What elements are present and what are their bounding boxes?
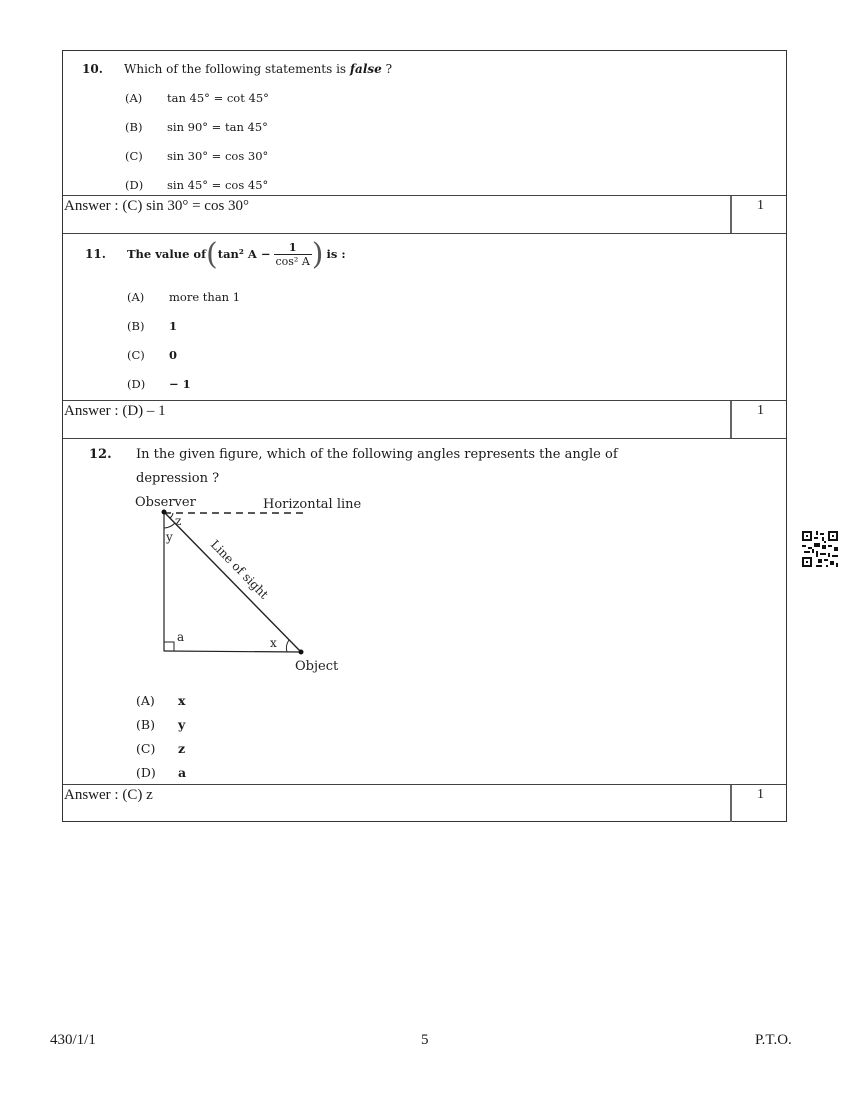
line-of-sight-label: Line of sight bbox=[207, 537, 272, 602]
object-label: Object bbox=[295, 659, 339, 674]
fraction-numerator: 1 bbox=[274, 241, 312, 255]
option-label: (D) bbox=[125, 178, 144, 192]
marks-value: 1 bbox=[757, 787, 764, 802]
option-d bbox=[125, 178, 268, 192]
question-text bbox=[124, 62, 392, 76]
question-11 bbox=[63, 234, 786, 401]
option-label: (C) bbox=[125, 149, 143, 163]
page-number: 5 bbox=[421, 1032, 429, 1048]
question-text bbox=[127, 234, 346, 274]
marks-value: 1 bbox=[757, 403, 764, 418]
question-number: 11. bbox=[85, 247, 106, 261]
left-paren: ( bbox=[206, 236, 218, 272]
option-label: (A) bbox=[125, 91, 143, 105]
option-text: 1 bbox=[169, 319, 178, 333]
option-text: more than 1 bbox=[169, 290, 241, 304]
option-a bbox=[125, 91, 269, 105]
option-text: y bbox=[178, 717, 186, 732]
option-c bbox=[127, 348, 177, 362]
answer-text: Answer : (C) sin 30° = cos 30° bbox=[64, 198, 250, 214]
angle-z-label: z bbox=[175, 514, 182, 528]
observer-point bbox=[162, 510, 167, 515]
question-number: 10. bbox=[82, 62, 103, 76]
emphasis-false: false bbox=[349, 62, 382, 76]
option-a bbox=[127, 290, 240, 304]
answer-text: Answer : (D) – 1 bbox=[64, 403, 166, 419]
right-angle-marker bbox=[164, 642, 174, 651]
answer-text: Answer : (C) z bbox=[64, 787, 153, 803]
option-text: tan 45° = cot 45° bbox=[167, 91, 269, 105]
angle-y-label: y bbox=[166, 530, 173, 544]
fraction-denominator: cos² A bbox=[275, 254, 310, 268]
option-text: − 1 bbox=[169, 377, 191, 391]
question-text-part: ? bbox=[381, 62, 393, 76]
right-paren: ) bbox=[311, 236, 324, 272]
question-text-line1: In the given figure, which of the following angles represents the angle of bbox=[136, 447, 618, 462]
expression-left: tan² A − bbox=[217, 247, 271, 261]
question-text-part: The value of bbox=[127, 247, 207, 261]
option-label: (A) bbox=[136, 693, 155, 708]
answer-row-11 bbox=[63, 400, 786, 439]
option-text: sin 45° = cos 45° bbox=[167, 178, 269, 192]
question-table bbox=[62, 50, 787, 822]
horizontal-line-label: Horizontal line bbox=[263, 497, 362, 512]
option-text: x bbox=[178, 693, 186, 708]
question-text-line2: depression ? bbox=[136, 471, 220, 486]
angle-y-arc bbox=[164, 523, 175, 528]
please-turn-over: P.T.O. bbox=[755, 1032, 792, 1048]
option-b bbox=[127, 319, 177, 333]
question-text-part: is : bbox=[326, 247, 346, 261]
question-10 bbox=[63, 51, 786, 196]
fraction bbox=[274, 241, 312, 268]
option-label: (B) bbox=[125, 120, 143, 134]
option-label: (D) bbox=[127, 377, 146, 391]
marks-cell bbox=[730, 401, 789, 438]
base-side bbox=[164, 651, 301, 652]
angle-a-label: a bbox=[177, 630, 185, 644]
option-label: (B) bbox=[136, 717, 155, 732]
observer-label: Observer bbox=[135, 495, 196, 510]
question-12 bbox=[63, 439, 786, 785]
option-b bbox=[125, 120, 268, 134]
option-label: (D) bbox=[136, 765, 156, 780]
option-d bbox=[136, 765, 186, 780]
option-text: z bbox=[178, 741, 186, 756]
option-label: (C) bbox=[127, 348, 145, 362]
option-label: (B) bbox=[127, 319, 145, 333]
object-point bbox=[299, 650, 304, 655]
triangle-diagram bbox=[123, 495, 383, 675]
option-c bbox=[125, 149, 268, 163]
option-text: sin 90° = tan 45° bbox=[167, 120, 268, 134]
option-c bbox=[136, 741, 185, 756]
option-label: (C) bbox=[136, 741, 156, 756]
marks-cell bbox=[730, 196, 789, 233]
answer-row-12 bbox=[63, 784, 786, 822]
option-d bbox=[127, 377, 191, 391]
answer-row-10 bbox=[63, 195, 786, 234]
marks-value: 1 bbox=[757, 198, 764, 213]
question-text-part: Which of the following statements is bbox=[124, 62, 350, 76]
option-b bbox=[136, 717, 185, 732]
question-number: 12. bbox=[89, 447, 112, 462]
line-of-sight bbox=[164, 512, 301, 652]
angle-x-arc bbox=[286, 640, 289, 652]
qr-code-icon bbox=[800, 529, 840, 569]
angle-x-label: x bbox=[270, 636, 277, 650]
option-a bbox=[136, 693, 185, 708]
marks-cell bbox=[730, 785, 789, 822]
option-text: 0 bbox=[169, 348, 178, 362]
angle-of-depression-figure bbox=[123, 495, 383, 675]
option-text: sin 30° = cos 30° bbox=[167, 149, 269, 163]
option-text: a bbox=[178, 765, 187, 780]
option-label: (A) bbox=[127, 290, 145, 304]
paper-code: 430/1/1 bbox=[50, 1032, 96, 1048]
